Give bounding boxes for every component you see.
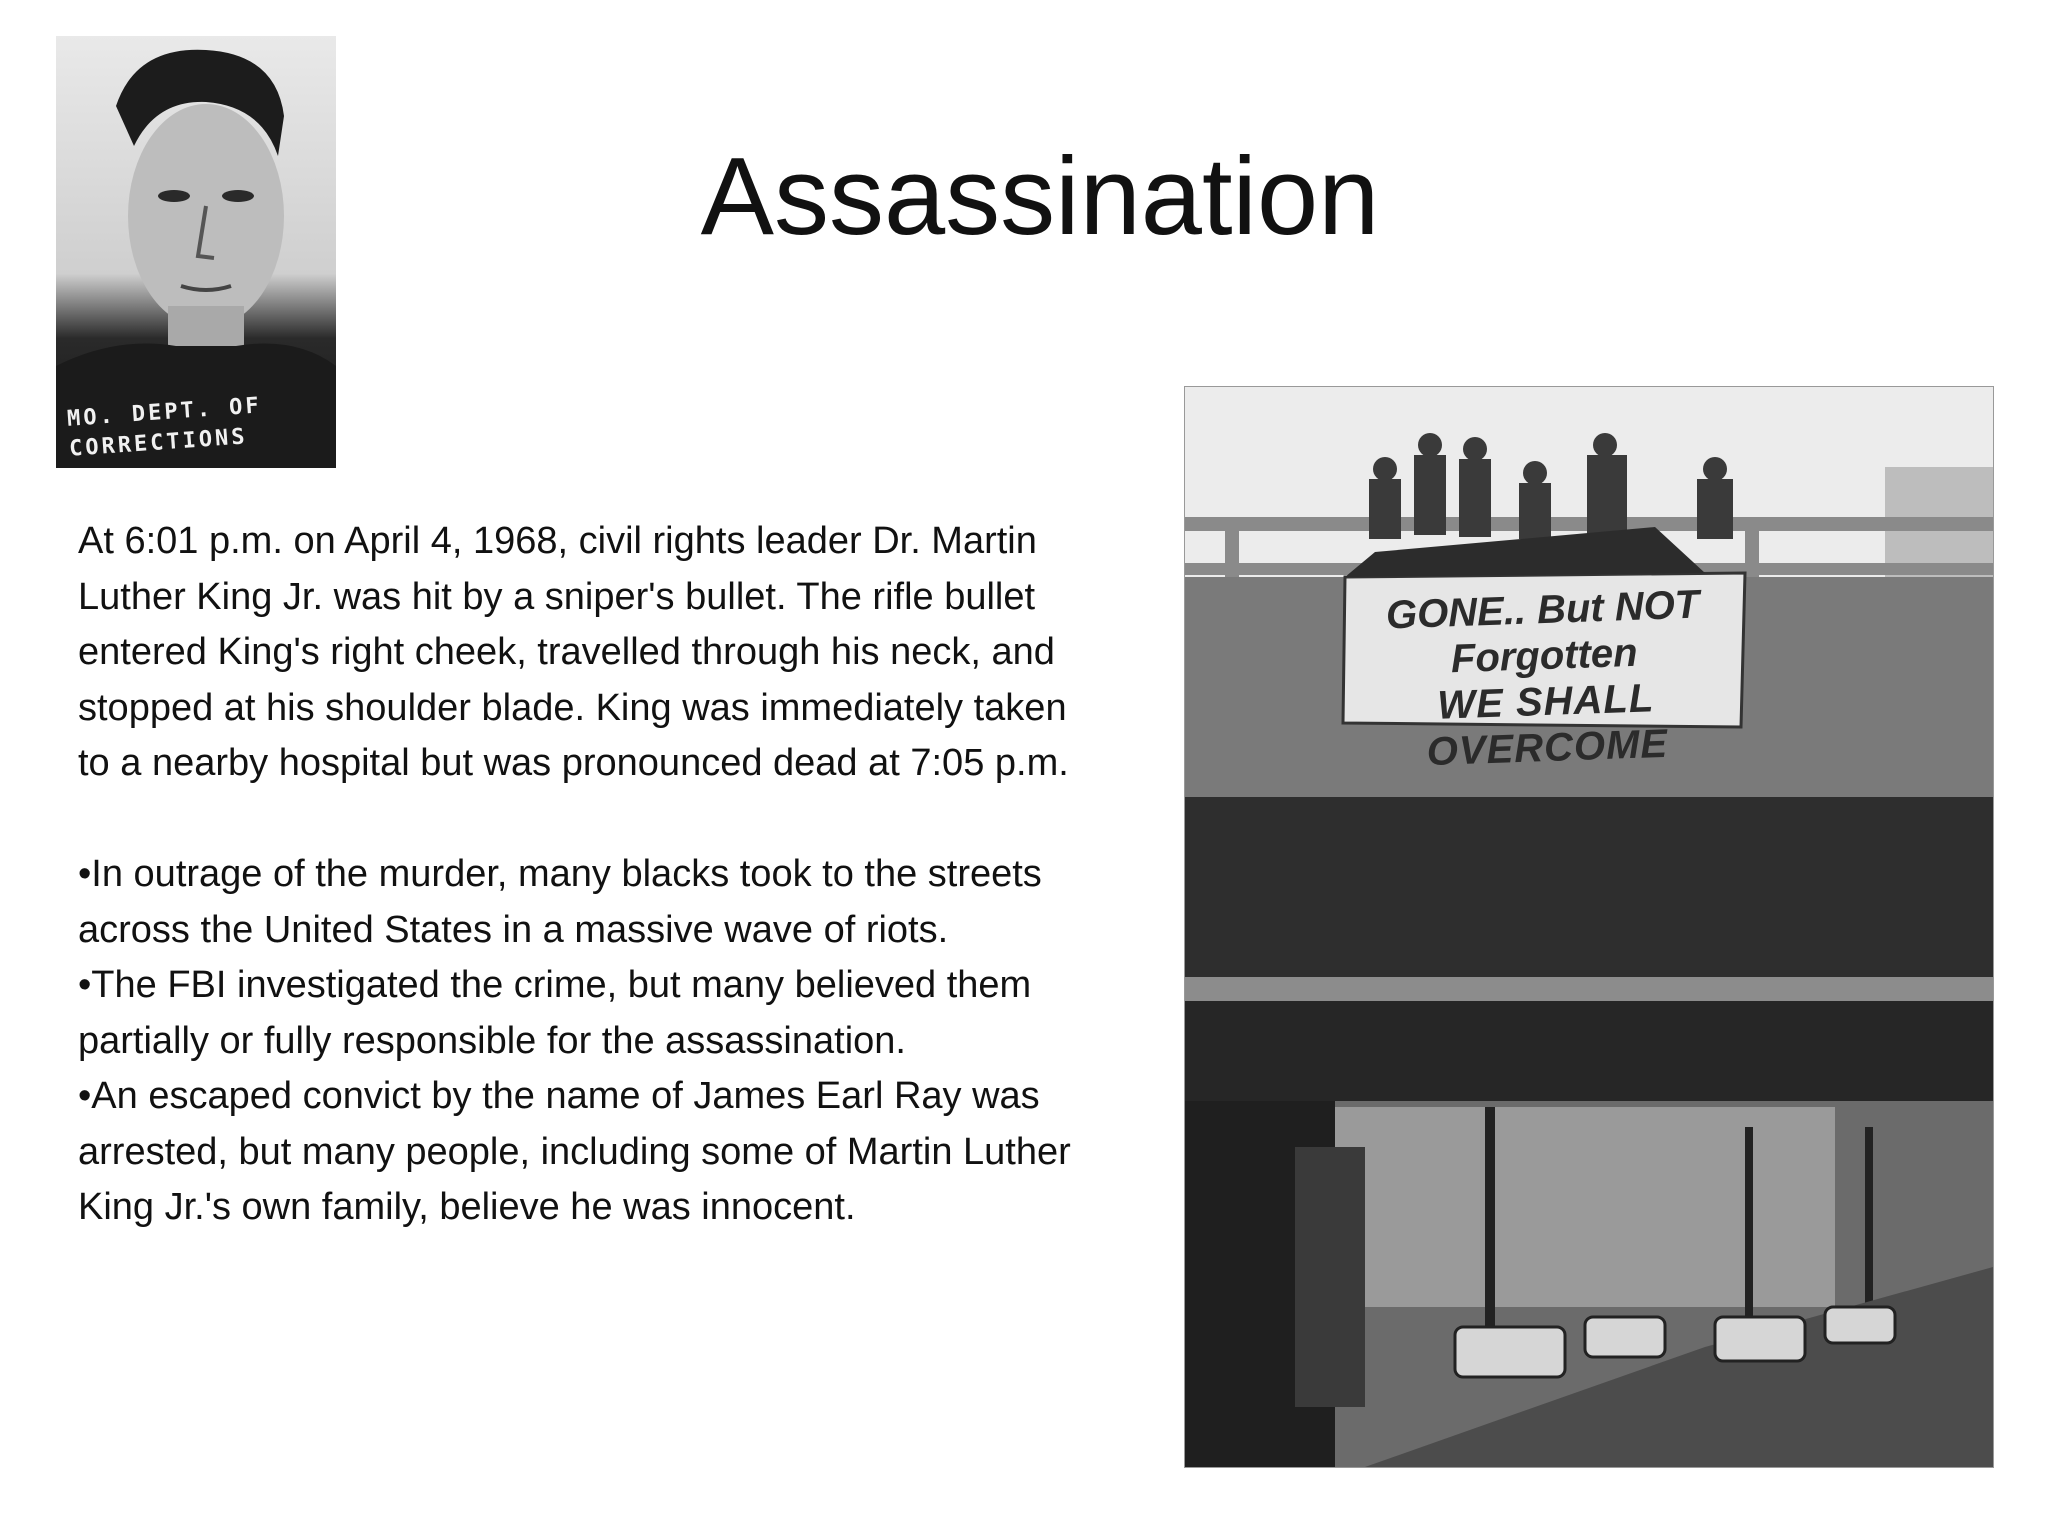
protest-banner (1347, 580, 1743, 777)
intro-paragraph: At 6:01 p.m. on April 4, 1968, civil rights leader Dr. Martin Luther King Jr. was hit by a sniper's bullet. The rifle bullet entered King's right cheek, travelled through his neck, and stopped at his shoulder blade. King was immediately taken to a nearby hospital but was pronounced dead at 7:05 p.m. (78, 520, 1069, 784)
overpass-photo (1184, 386, 1994, 1468)
overpass-scene-graphic (1185, 387, 1993, 1467)
slide-body (78, 514, 1108, 1236)
bullet-item: •In outrage of the murder, many blacks took to the streets across the United States in a massive wave of riots. (78, 853, 1042, 951)
paragraph-spacer (78, 792, 1108, 848)
bullet-item: •An escaped convict by the name of James Earl Ray was arrested, but many people, including some of Martin Luther King Jr.'s own family, believe he was innocent. (78, 1075, 1071, 1228)
slide-title: Assassination (700, 135, 1380, 258)
bullet-item: •The FBI investigated the crime, but many believed them partially or fully responsible for the assassination. (78, 964, 1032, 1062)
mugshot-photo (56, 36, 336, 468)
banner-line-1: GONE.. But NOT Forgotten (1385, 582, 1700, 682)
banner-line-2: WE SHALL OVERCOME (1426, 676, 1669, 775)
mugshot-caption: MO. DEPT. OF CORRECTIONS (66, 393, 263, 462)
